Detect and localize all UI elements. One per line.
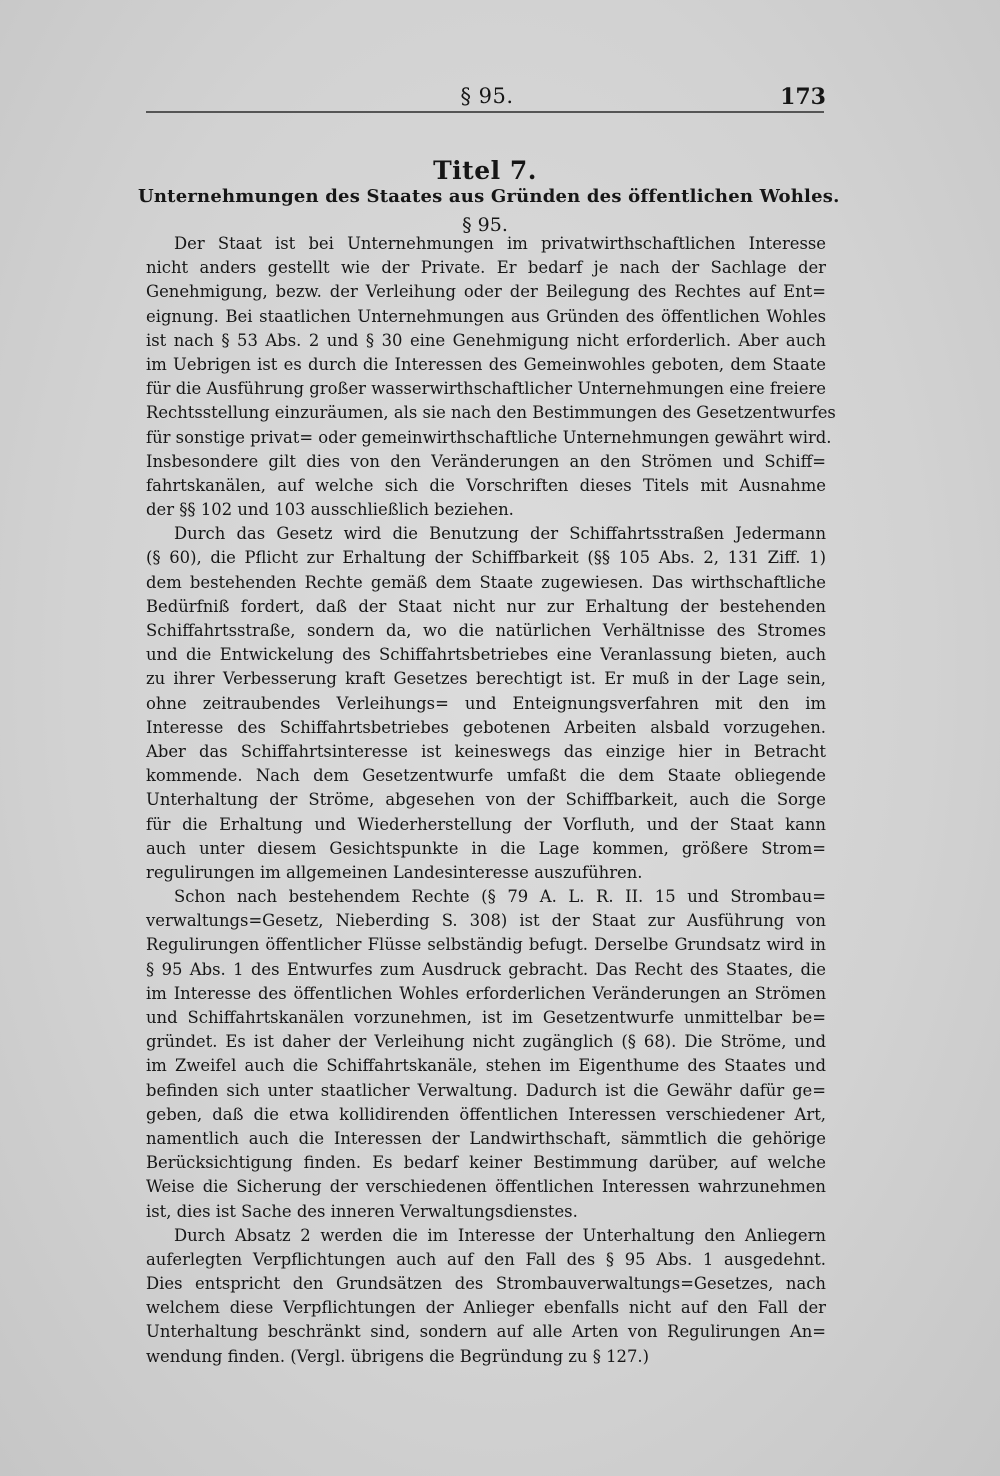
text-line: der §§ 102 und 103 ausschließlich beziehen. xyxy=(146,500,514,520)
text-line: welchem diese Verpflichtungen der Anlieger ebenfalls nicht auf den Fall der xyxy=(146,1298,826,1318)
text-line: gründet. Es ist daher der Verleihung nicht zugänglich (§ 68). Die Ströme, und xyxy=(146,1032,826,1052)
text-line: zu ihrer Verbesserung kraft Gesetzes berechtigt ist. Er muß in der Lage sein, xyxy=(146,669,826,689)
text-line: Rechtsstellung einzuräumen, als sie nach den Bestimmungen des Gesetzentwurfes xyxy=(146,403,836,423)
text-line: kommende. Nach dem Gesetzentwurfe umfaßt die dem Staate obliegende xyxy=(146,766,826,786)
text-line: im Uebrigen ist es durch die Interessen des Gemeinwohles geboten, dem Staate xyxy=(146,354,826,374)
text-line: Unterhaltung der Ströme, abgesehen von der Schiffbarkeit, auch die Sorge xyxy=(146,790,826,810)
header-rule xyxy=(146,111,824,113)
text-line: (§ 60), die Pflicht zur Erhaltung der Schiffbarkeit (§§ 105 Abs. 2, 131 Ziff. 1) xyxy=(146,548,826,568)
text-line: verwaltungs=Gesetz, Nieberding S. 308) ist der Staat zur Ausführung von xyxy=(146,911,826,931)
text-line: fahrtskanälen, auf welche sich die Vorschriften dieses Titels mit Ausnahme xyxy=(146,475,826,495)
text-line: Genehmigung, bezw. der Verleihung oder der Beilegung des Rechtes auf Ent= xyxy=(146,282,826,302)
text-line: im Zweifel auch die Schiffahrtskanäle, stehen im Eigenthume des Staates und xyxy=(146,1056,826,1076)
text-line: Weise die Sicherung der verschiedenen öffentlichen Interessen wahrzunehmen xyxy=(146,1177,826,1197)
text-line: Schiffahrtsstraße, sondern da, wo die natürlichen Verhältnisse des Stromes xyxy=(146,621,826,640)
text-line: namentlich auch die Interessen der Landwirthschaft, sämmtlich die gehörige xyxy=(146,1128,826,1148)
text-line: nicht anders gestellt wie der Private. Er bedarf je nach der Sachlage der xyxy=(146,258,826,278)
chapter-title: Titel 7. xyxy=(433,156,537,185)
text-line: auferlegten Verpflichtungen auch auf den Fall des § 95 Abs. 1 ausgedehnt. xyxy=(146,1249,826,1269)
text-line: auch unter diesem Gesichtspunkte in die Lage kommen, größere Strom= xyxy=(146,838,826,858)
text-line: im Interesse des öffentlichen Wohles erforderlichen Veränderungen an Strömen xyxy=(146,983,826,1003)
text-line: und Schiffahrtskanälen vorzunehmen, ist im Gesetzentwurfe unmittelbar be= xyxy=(146,1008,826,1027)
text-line: geben, daß die etwa kollidirenden öffentlichen Interessen verschiedener Art, xyxy=(146,1104,826,1124)
text-line: dem bestehenden Rechte gemäß dem Staate zugewiesen. Das wirthschaftliche xyxy=(146,572,826,592)
text-line: Durch das Gesetz wird die Benutzung der Schiffahrtsstraßen Jedermann xyxy=(174,524,826,544)
text-line: Aber das Schiffahrtsinteresse ist keineswegs das einzige hier in Betracht xyxy=(146,741,826,761)
text-line: regulirungen im allgemeinen Landesinteresse auszuführen. xyxy=(146,862,643,882)
text-line: für sonstige privat= oder gemeinwirthschaftliche Unternehmungen gewährt wird. xyxy=(146,427,832,447)
text-line: Bedürfniß fordert, daß der Staat nicht nur zur Erhaltung der bestehenden xyxy=(146,596,826,616)
paragraph-heading: § 95. xyxy=(462,214,508,236)
text-line: Der Staat ist bei Unternehmungen im privatwirthschaftlichen Interesse xyxy=(174,234,826,253)
text-line: Berücksichtigung finden. Es bedarf keiner Bestimmung darüber, auf welche xyxy=(146,1153,826,1173)
text-line: ohne zeitraubendes Verleihungs= und Enteignungsverfahren mit den im xyxy=(146,693,826,713)
chapter-subtitle: Unternehmungen des Staates aus Gründen des öffentlichen Wohles. xyxy=(138,186,840,207)
page-number: 173 xyxy=(780,84,826,110)
text-line: ist nach § 53 Abs. 2 und § 30 eine Genehmigung nicht erforderlich. Aber auch xyxy=(146,330,826,350)
text-line: für die Ausführung großer wasserwirthschaftlicher Unternehmungen eine freiere xyxy=(146,379,826,399)
text-line: und die Entwickelung des Schiffahrtsbetriebes eine Veranlassung bieten, auch xyxy=(146,645,826,665)
text-line: wendung finden. (Vergl. übrigens die Begründung zu § 127.) xyxy=(146,1346,649,1366)
running-header xyxy=(148,84,826,120)
header-section-number: § 95. xyxy=(460,84,514,108)
text-line: Interesse des Schiffahrtsbetriebes gebotenen Arbeiten alsbald vorzugehen. xyxy=(146,717,826,737)
text-line: Regulirungen öffentlicher Flüsse selbständig befugt. Derselbe Grundsatz wird in xyxy=(146,935,826,955)
text-line: § 95 Abs. 1 des Entwurfes zum Ausdruck gebracht. Das Recht des Staates, die xyxy=(146,959,826,979)
text-line: Durch Absatz 2 werden die im Interesse der Unterhaltung den Anliegern xyxy=(174,1225,826,1245)
text-line: eignung. Bei staatlichen Unternehmungen aus Gründen des öffentlichen Wohles xyxy=(146,306,826,326)
text-line: für die Erhaltung und Wiederherstellung der Vorfluth, und der Staat kann xyxy=(146,814,826,834)
text-line: ist, dies ist Sache des inneren Verwaltungsdienstes. xyxy=(146,1201,578,1221)
text-line: befinden sich unter staatlicher Verwaltung. Dadurch ist die Gewähr dafür ge= xyxy=(146,1080,826,1100)
text-line: Dies entspricht den Grundsätzen des Strombauverwaltungs=Gesetzes, nach xyxy=(146,1274,826,1294)
text-line: Insbesondere gilt dies von den Veränderungen an den Strömen und Schiff= xyxy=(146,451,826,471)
body-text xyxy=(146,232,836,1369)
text-line: Unterhaltung beschränkt sind, sondern auf alle Arten von Regulirungen An= xyxy=(146,1322,826,1342)
text-line: Schon nach bestehendem Rechte (§ 79 A. L. R. II. 15 und Strombau= xyxy=(174,887,826,907)
